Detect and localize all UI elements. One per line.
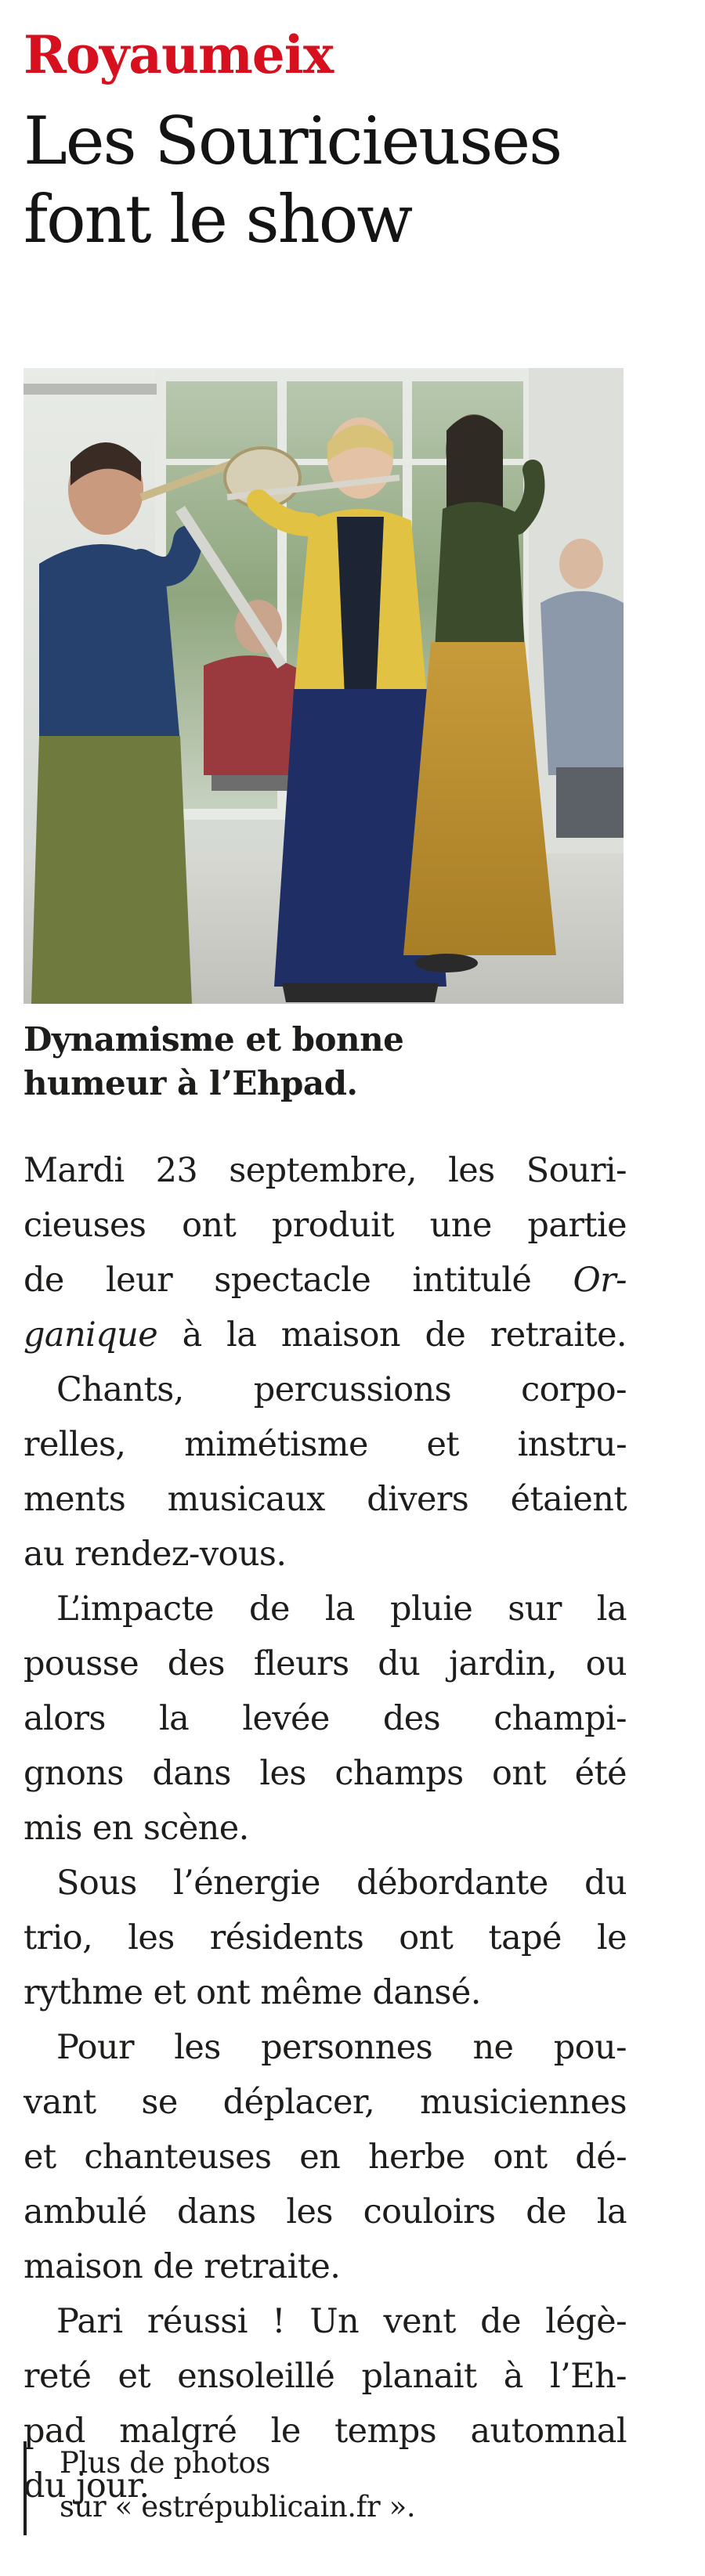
body-line <box>24 1308 627 1362</box>
body-line: pad malgré le temps automnal <box>24 2412 627 2451</box>
body-line: du jour. <box>24 2466 150 2506</box>
body-line: rythme et ont même dansé. <box>24 1973 481 2012</box>
more-photos-note <box>24 2441 415 2535</box>
body-line: Mardi 23 septembre, les Souri- <box>24 1151 627 1190</box>
body-line: trio, les résidents ont tapé le <box>24 1918 627 1957</box>
photo-image <box>24 368 624 1004</box>
body-line: mis en scène. <box>24 1809 249 1848</box>
more-photos-line-2: sur « estrépublicain.fr ». <box>60 2490 416 2524</box>
body-line: ambulé dans les couloirs de la <box>24 2192 627 2231</box>
article-headline <box>24 102 666 258</box>
body-line: Pour les personnes ne pou- <box>56 2028 627 2067</box>
photo-caption <box>24 1018 650 1106</box>
body-line: alors la levée des champi- <box>24 1699 627 1738</box>
italic-title-segment: Or- <box>573 1261 627 1300</box>
body-line: ments musicaux divers étaient <box>24 1480 627 1519</box>
body-line: maison de retraite. <box>24 2247 341 2286</box>
body-line: cieuses ont produit une partie <box>24 1206 627 1245</box>
body-line: gnons dans les champs ont été <box>24 1754 627 1793</box>
body-text-segment: de leur spectacle intitulé <box>24 1261 573 1300</box>
article-kicker: Royaumeix <box>24 24 334 85</box>
headline-line-1: Les Souricieuses <box>24 103 562 179</box>
body-line: vant se déplacer, musiciennes <box>24 2083 627 2122</box>
article-body <box>24 1143 627 2513</box>
body-line: et chanteuses en herbe ont dé- <box>24 2138 627 2177</box>
body-line: pousse des fleurs du jardin, ou <box>24 1644 627 1683</box>
body-line: Chants, percussions corpo- <box>56 1370 627 1409</box>
caption-line-2: humeur à l’Ehpad. <box>24 1064 358 1102</box>
more-photos-line-1: Plus de photos <box>60 2446 270 2480</box>
body-line: Sous l’énergie débordante du <box>56 1863 627 1903</box>
body-line: relles, mimétisme et instru- <box>24 1425 627 1464</box>
body-line: reté et ensoleillé planait à l’Eh- <box>24 2357 627 2396</box>
body-text-segment: à la maison de retraite. <box>157 1315 627 1355</box>
article-photo <box>24 368 624 1004</box>
body-line: Pari réussi ! Un vent de légè- <box>56 2302 627 2341</box>
body-line <box>24 1253 627 1308</box>
italic-title-segment: ganique <box>24 1315 158 1355</box>
body-line: au rendez-vous. <box>24 1535 287 1574</box>
headline-line-2: font le show <box>24 181 412 258</box>
caption-line-1: Dynamisme et bonne <box>24 1020 404 1059</box>
body-line: L’impacte de la pluie sur la <box>56 1589 627 1629</box>
